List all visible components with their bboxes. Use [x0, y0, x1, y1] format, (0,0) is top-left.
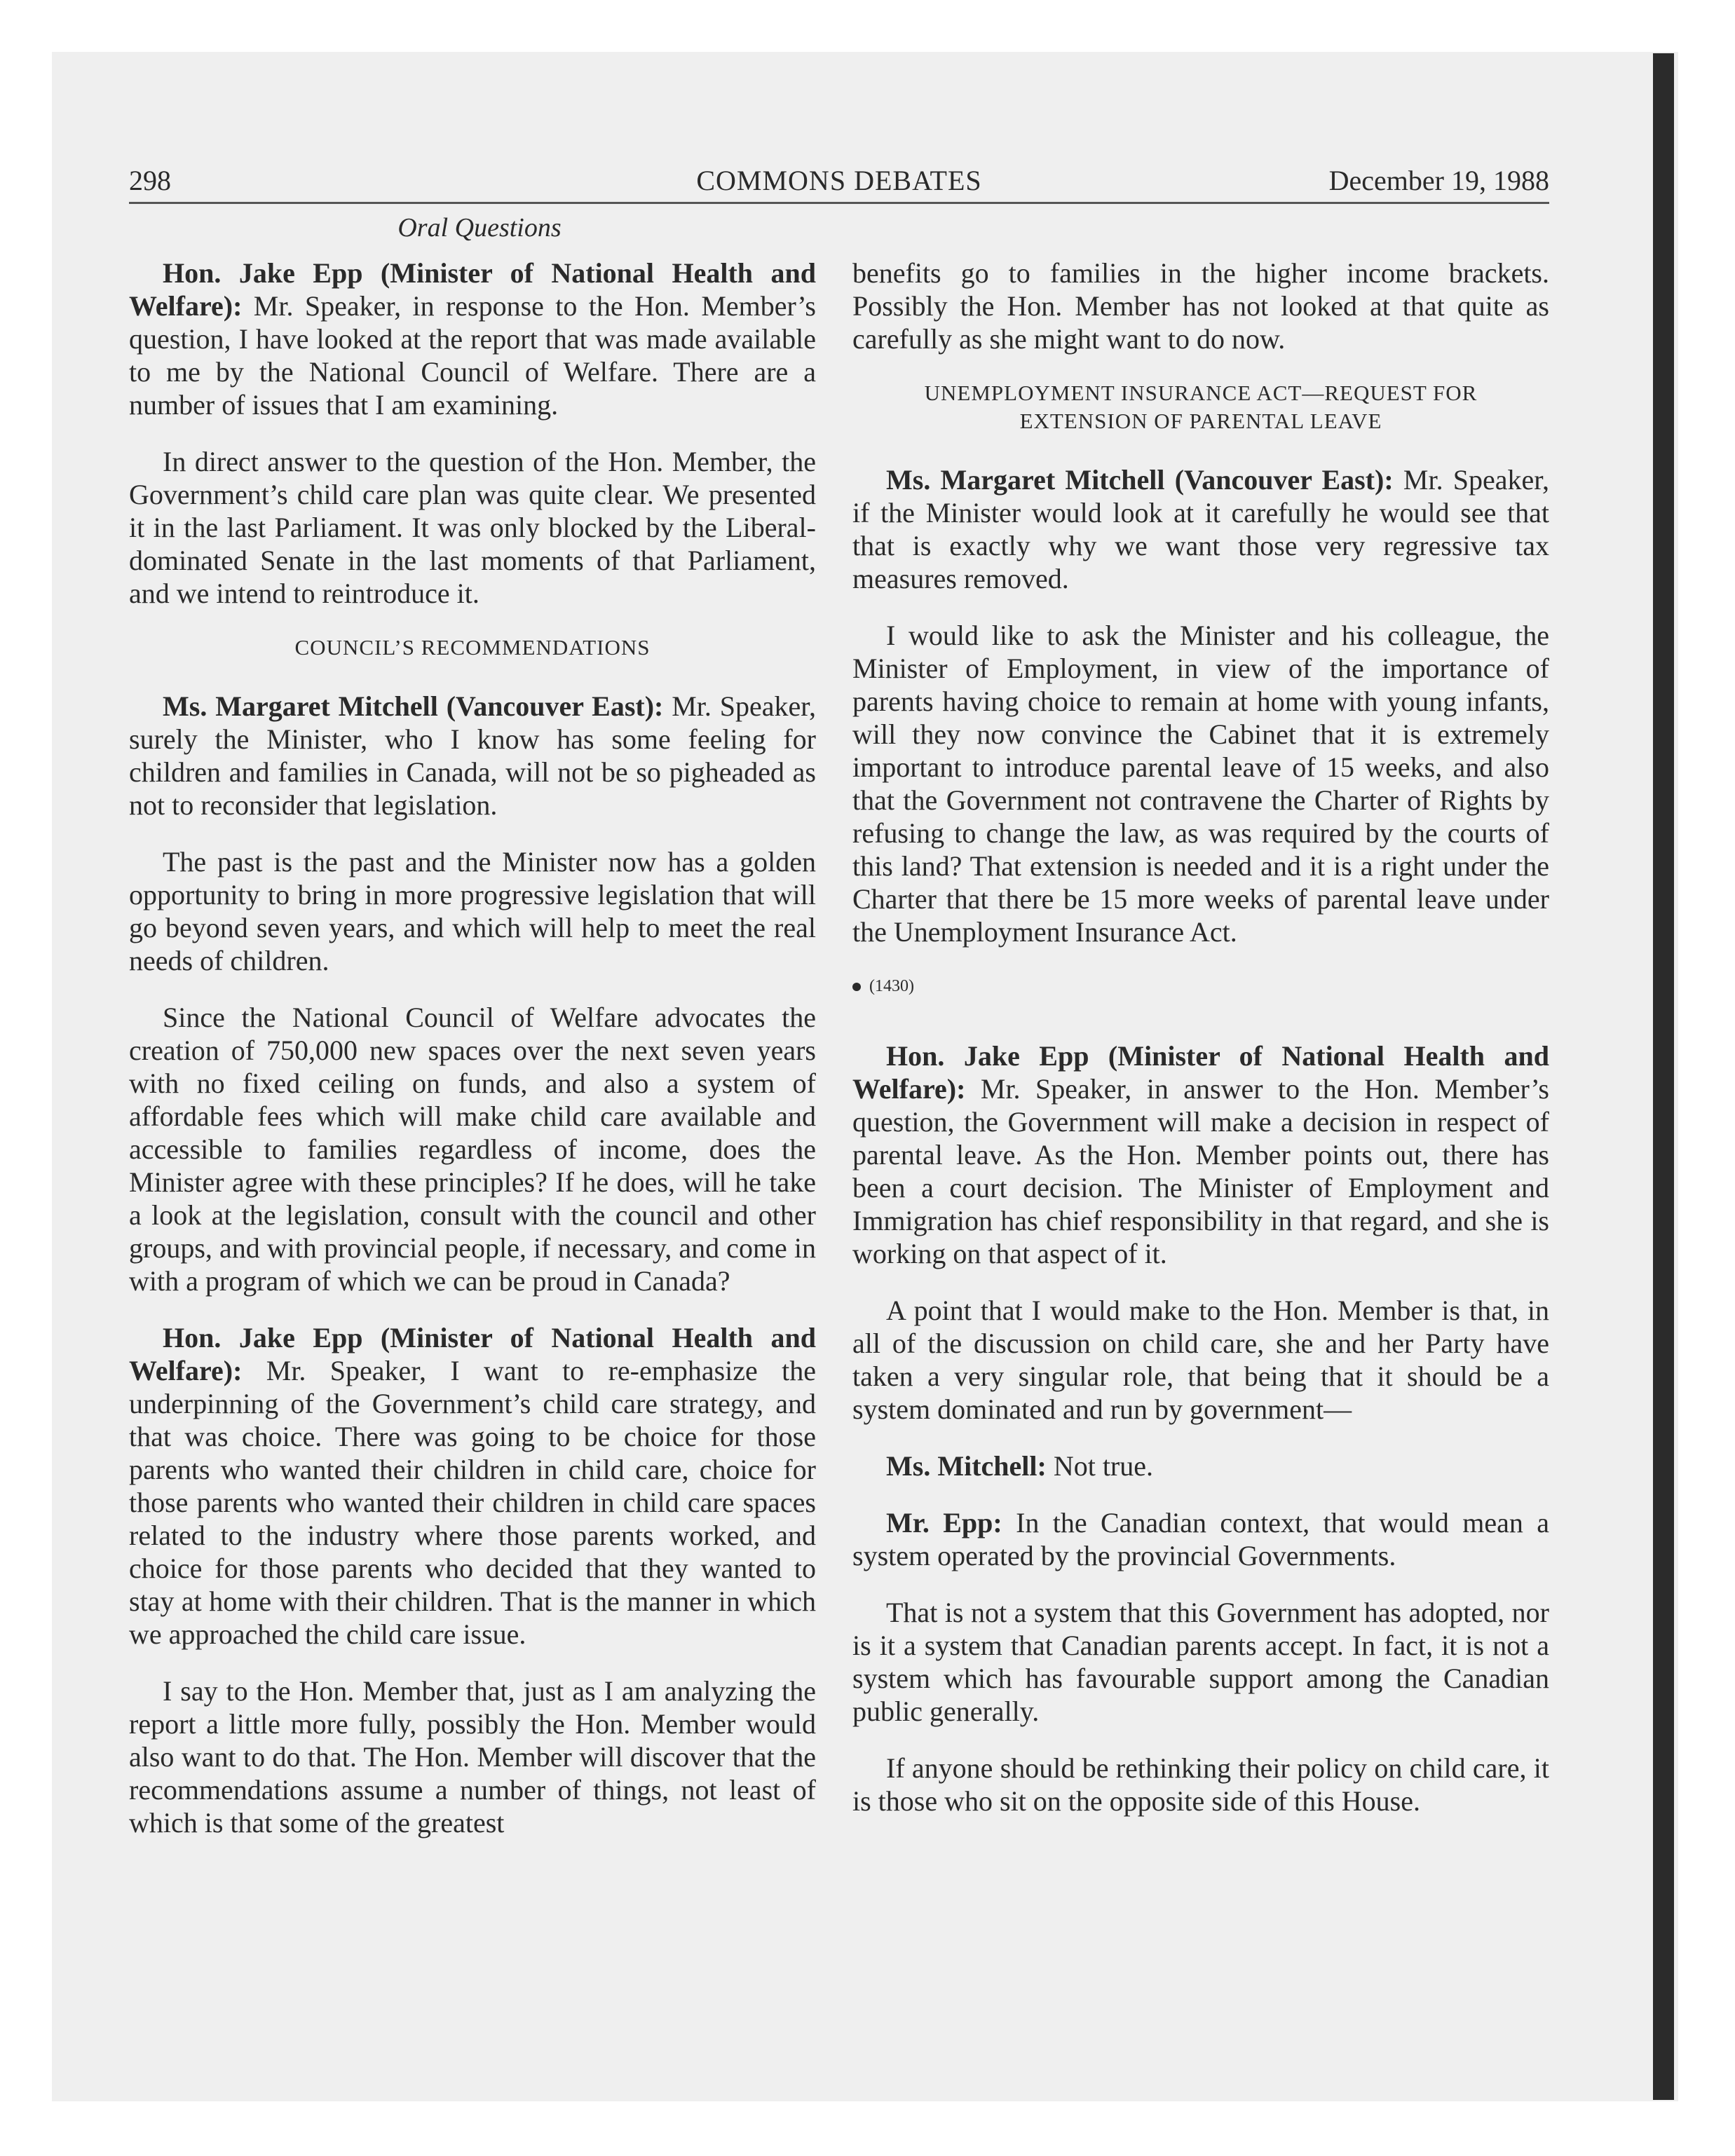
paragraph [852, 463, 1549, 595]
paragraph [129, 1321, 816, 1651]
paragraph: A point that I would make to the Hon. Member is that, in all of the discussion on child care, she and her Party have taken a very singular role, that being that it should be a system dominated and run by government— [852, 1295, 1549, 1425]
subheading [852, 379, 1549, 435]
paragraph: Since the National Council of Welfare advocates the creation of 750,000 new spaces over the next seven years with no fixed ceiling on funds, and also a system of affordable fees which will make child care available and accessible to families regardless of income, does the Minister agree with these principles? If he does, will he take a look at the legislation, consult with the council and other groups, and with provincial people, if necessary, and come in with a program of which we can be proud in Canada? [129, 1002, 816, 1297]
time-marker [852, 972, 1549, 1000]
journal-title: COMMONS DEBATES [696, 165, 982, 196]
paragraph: If anyone should be rethinking their policy on child care, it is those who sit on the opposite side of this House. [852, 1752, 1549, 1817]
time-marker-text: (1430) [869, 977, 914, 995]
running-header [129, 163, 1549, 204]
scan-edge-shadow [1653, 53, 1674, 2100]
right-column [852, 257, 1549, 1841]
speech-text: In the Canadian context, that would mean a system operated by the provincial Governments. [852, 1507, 1549, 1571]
paragraph: That is not a system that this Government has adopted, nor is it a system that Canadian parents accept. In fact, it is not a system which has favourable support among the Canadian public generally. [852, 1597, 1549, 1727]
subheading-line: UNEMPLOYMENT INSURANCE ACT—REQUEST FOR [924, 381, 1478, 405]
speech-text: Mr. Speaker, in answer to the Hon. Member’s question, the Government will make a decision in respect of parental leave. As the Hon. Member points out, there has been a court decision. The Minister of Employment and Immigration has chief responsibility in that regard, and she is working on that aspect of it. [852, 1073, 1549, 1269]
speaker-name: Mr. Epp: [886, 1507, 1002, 1538]
speaker-name: Ms. Margaret Mitchell (Vancouver East): [163, 690, 664, 722]
paragraph [852, 1449, 1549, 1482]
paragraph [129, 690, 816, 821]
paragraph [852, 1039, 1549, 1270]
speech-text: Mr. Speaker, in response to the Hon. Member’s question, I have looked at the report that was made available to me by the National Council of Welfare. There are a number of issues that I am examining. [129, 290, 816, 421]
paragraph [852, 1506, 1549, 1572]
bullet-icon [852, 983, 861, 991]
speaker-name: Hon. Jake Epp (Minister of National Health and Welfare): [129, 1322, 816, 1386]
issue-date: December 19, 1988 [1328, 165, 1549, 196]
section-label: Oral Questions [397, 213, 562, 243]
speech-text: Not true. [1046, 1450, 1153, 1482]
speaker-name: Ms. Mitchell: [886, 1450, 1047, 1482]
paragraph: The past is the past and the Minister now has a golden opportunity to bring in more progressive legislation that will go beyond seven years, and which will help to meet the real needs of children. [129, 846, 816, 976]
speech-text: Mr. Speaker, surely the Minister, who I know has some feeling for children and families in Canada, will not be so pigheaded as not to reconsider that legislation. [129, 690, 817, 821]
subheading: COUNCIL’S RECOMMENDATIONS [294, 635, 651, 660]
paragraph: I say to the Hon. Member that, just as I am analyzing the report a little more fully, possibly the Hon. Member would also want to do that. The Hon. Member will discover that the recommendations assume a number of things, not least of which is that some of the greatest [129, 1675, 816, 1838]
paragraph: benefits go to families in the higher income brackets. Possibly the Hon. Member has not looked at that quite as carefully as she might want to do now. [852, 257, 1549, 355]
speaker-name: Hon. Jake Epp (Minister of National Health and Welfare): [129, 257, 816, 322]
speech-text: Mr. Speaker, I want to re-emphasize the underpinning of the Government’s child care strategy, and that was choice. There was going to be choice for those parents who wanted their children in child care, choice for those parents who wanted their children in child care spaces related to the industry where those parents worked, and choice for those parents who decided that they wanted to stay at home with their children. That is the manner in which we approached the child care issue. [129, 1355, 816, 1650]
page-number: 298 [129, 165, 171, 196]
speaker-name: Hon. Jake Epp (Minister of National Health and Welfare): [852, 1040, 1549, 1105]
left-column [129, 257, 816, 1863]
paragraph [129, 257, 816, 421]
subheading-line: EXTENSION OF PARENTAL LEAVE [1019, 409, 1382, 433]
paragraph: I would like to ask the Minister and his colleague, the Minister of Employment, in view of the importance of parents having choice to remain at home with young infants, will they now convince the Cabinet that it is extremely important to introduce parental leave of 15 weeks, and also that the Government not contravene the Charter of Rights by refusing to change the law, as was required by the courts of this land? That extension is needed and it is a right under the Charter that there be 15 more weeks of parental leave under the Unemployment Insurance Act. [852, 620, 1549, 948]
speaker-name: Ms. Margaret Mitchell (Vancouver East): [886, 464, 1394, 496]
speech-text: Mr. Speaker, if the Minister would look at it carefully he would see that that is exactly why we want those very regressive tax measures removed. [852, 464, 1549, 594]
paragraph: In direct answer to the question of the Hon. Member, the Government’s child care plan was quite clear. We presented it in the last Parliament. It was only blocked by the Liberal-dominated Senate in the last moments of that Parliament, and we intend to reintroduce it. [129, 446, 816, 609]
